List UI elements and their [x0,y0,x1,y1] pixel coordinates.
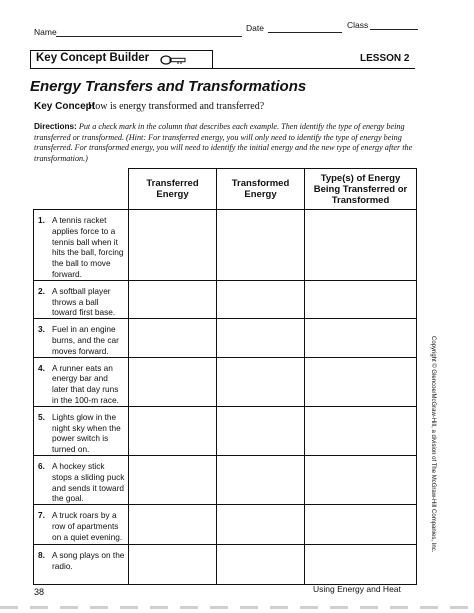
transferred-check-cell[interactable] [129,455,217,504]
lesson-label: LESSON 2 [360,53,410,64]
class-label: Class [347,20,369,30]
table-row [34,280,417,318]
table-row [34,545,417,585]
table-row [34,357,417,406]
example-text: A hockey stick stops a sliding puck and sends it toward the goal. [52,460,125,504]
transformed-check-cell[interactable] [217,406,305,455]
example-cell [34,406,129,455]
name-label: Name [34,27,57,37]
example-number: 2. [38,285,45,296]
transferred-check-cell[interactable] [129,319,217,357]
book-title: Using Energy and Heat [313,584,401,594]
example-number: 6. [38,460,45,471]
transformed-check-cell[interactable] [217,357,305,406]
scan-edge [0,606,474,609]
energy-type-cell[interactable] [305,545,417,585]
example-text: A truck roars by a row of apartments on a quiet evening. [52,510,123,542]
name-field[interactable] [56,36,242,37]
transferred-check-cell[interactable] [129,505,217,545]
banner-title: Key Concept Builder [36,52,150,64]
example-cell [34,319,129,357]
example-text: Fuel in an engine burns, and the car moves forward. [52,324,119,356]
worksheet-table [33,168,417,585]
example-text: A runner eats an energy bar and later that day runs in the 100-m race. [52,362,119,405]
banner-rule [213,68,415,69]
table-row [34,210,417,281]
example-cell [34,357,129,406]
col-header-types: Type(s) of Energy Being Transferred or Transformed [305,169,417,210]
example-text: Lights glow in the night sky when the power switch is turned on. [52,411,121,455]
directions [34,122,416,164]
example-text: A tennis racket applies force to a tennis ball when it hits the ball, forcing the ball to move forward. [52,215,124,279]
table-row [34,455,417,504]
transferred-check-cell[interactable] [129,357,217,406]
header-blank [34,169,129,210]
example-cell [34,455,129,504]
energy-type-cell[interactable] [305,280,417,318]
key-concept-text: How is energy transformed and transferred? [88,101,265,112]
energy-type-cell[interactable] [305,505,417,545]
example-number: 3. [38,324,45,335]
copyright-notice: Copyright © Glencoe/McGraw-Hill, a division of The McGraw-Hill Companies, Inc. [430,336,436,553]
energy-type-cell[interactable] [305,210,417,281]
page-number: 38 [34,587,45,597]
example-number: 4. [38,362,45,373]
transformed-check-cell[interactable] [217,319,305,357]
example-cell [34,280,129,318]
key-concept-label: Key Concept [34,101,96,112]
energy-type-cell[interactable] [305,406,417,455]
directions-text: Put a check mark in the column that describes each example. Then identify the type of energy being transferred or transformed. (Hint: For transferred energy, you will only need to identify the type of energy being transferred. For transformed energy, you will need to identify the initial energy and the new type of energy after the transformation.) [34,122,413,163]
energy-type-cell[interactable] [305,357,417,406]
example-cell [34,505,129,545]
example-number: 7. [38,510,45,521]
col-header-transformed: Transformed Energy [217,169,305,210]
energy-type-cell[interactable] [305,319,417,357]
transferred-check-cell[interactable] [129,545,217,585]
table-row [34,319,417,357]
example-text: A softball player throws a ball toward first base. [52,285,116,318]
date-label: Date [246,23,264,33]
energy-type-cell[interactable] [305,455,417,504]
transformed-check-cell[interactable] [217,455,305,504]
transformed-check-cell[interactable] [217,210,305,281]
example-number: 8. [38,550,45,561]
transformed-check-cell[interactable] [217,505,305,545]
transferred-check-cell[interactable] [129,280,217,318]
example-number: 1. [38,215,45,225]
date-field[interactable] [268,32,342,33]
example-number: 5. [38,411,45,422]
transferred-check-cell[interactable] [129,210,217,281]
col-header-transferred: Transferred Energy [129,169,217,210]
transformed-check-cell[interactable] [217,280,305,318]
transformed-check-cell[interactable] [217,545,305,585]
class-field[interactable] [370,29,418,30]
example-cell [34,210,129,281]
table-row [34,505,417,545]
example-cell [34,545,129,585]
example-text: A song plays on the radio. [52,550,125,571]
table-row [34,406,417,455]
key-icon [160,53,188,71]
page-title: Energy Transfers and Transformations [30,78,307,95]
directions-label: Directions: [34,122,77,131]
transferred-check-cell[interactable] [129,406,217,455]
